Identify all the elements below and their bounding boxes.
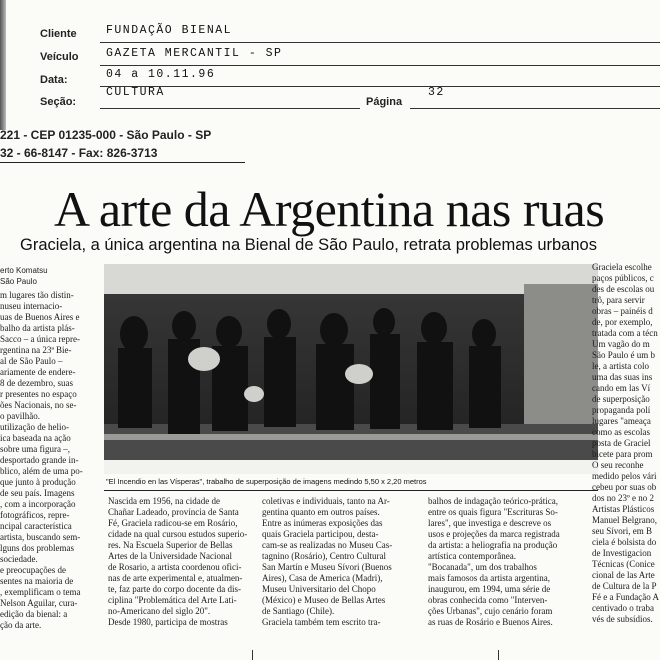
left-column-text: m lugares tão distin- nuseu internacio- uas de Buenos Aires e balho da artista plás- Sacco – a única repre- rgentina na 23ª Bie- al de São Paulo – ariamente de endere- 8 de dezembro, suas r presentes no espaço ões Nacionais, no se- o pavilhão. utilização de helio- ica baseada na ação sobre uma figura –, desportado grande in- blico, além de uma po- que junto à produção de seu país. Imagens , com a incorporação fotográficos, repre- ncipal característica artista, buscando sem- lguns dos problemas sociedade. e preocupações de sentes na maioria de , exemplificam o tema Nelson Aguilar, cura- edição da bienal: a ção da arte. [0, 290, 83, 630]
vehicle-value: GAZETA MERCANTIL - SP [106, 47, 283, 60]
client-line [100, 42, 660, 43]
right-column-text: Graciela escolhe paços públicos, c des de escolas ou trô, para servir obras – painéis d de, por exemplo, tratada com a técn Um vagão do m São Paulo é um b le, a artista colo uma das suas ins cando em las Ví de superposição propaganda polí lugares "ameaça como as escolas posta de Graciel bicete para prom O seu reconhe medido pelos vári cebeu por suas ob dos no 23º e no 2 Artistas Plásticos Manuel Belgrano, seu Sívori, em B ciela é bolsista do de Investigacion Técnicas (Conice cional de las Arte de Cultura de la P Fé e a Fundação A centivado o traba vés de subsídios. [592, 262, 659, 624]
date-label: Data: [40, 74, 68, 86]
address-rule [0, 162, 245, 163]
vehicle-label: Veículo [40, 51, 79, 63]
page-edge-shadow [0, 0, 6, 130]
body-column-2: coletivas e individuais, tanto na Ar- gentina quanto em outros países. Entre as inúmeras exposições das quais Graciela participou, desta- cam-se as realizadas no Museu Cas- tagnino (Rosário), Centro Cultural San Martín e Museu Sívori (Buenos Aires), Casa de America (Madri), Museu Universitario del Chopo (México) e Museo de Bellas Artes de Santiago (Chile). Graciela também tem escrito tra- [262, 496, 393, 627]
photo-image [104, 264, 598, 474]
fold-mark-2 [498, 650, 499, 660]
headline: A arte da Argentina nas ruas [54, 181, 605, 237]
date-line [100, 86, 660, 87]
byline-name: erto Komatsu [0, 266, 48, 275]
byline-place: São Paulo [0, 277, 37, 286]
page-value: 32 [428, 86, 445, 99]
section-value: CULTURA [106, 86, 165, 99]
date-value: 04 a 10.11.96 [106, 68, 216, 81]
page-label: Página [366, 96, 403, 108]
caption-rule [104, 490, 598, 491]
subhead: Graciela, a única argentina na Bienal de São Paulo, retrata problemas urbanos [20, 236, 597, 254]
address-line-2: 32 - 66-8147 - Fax: 826-3713 [0, 146, 158, 160]
body-column-3: balhos de indagação teórico-prática, entre os quais figura "Escrituras So- lares", que investiga e descreve os usos e projeções da marca registrada da artista: a heliografia na produção artística contemporânea. "Bocanada", um dos trabalhos mais famosos da artista argentina, inaugurou, em 1994, uma série de obras conhecida como "Interven- ções Urbanas", cujo cenário foram as ruas de Rosário e Buenos Aires. [428, 496, 560, 627]
vehicle-line [100, 65, 660, 66]
fold-mark-1 [252, 650, 253, 660]
body-column-1: Nascida em 1956, na cidade de Chañar Ladeado, província de Santa Fé, Graciela radicou-se em Rosário, cidade na qual cursou estudos superio- res. Na Escuela Superior de Bellas Artes de la Universidade Nacional de Rosario, a artista coordenou ofici- nas de arte experimental e, atualmen- te, faz parte do corpo docente da dis- ciplina "Problemática del Arte Lati- no-Americano del siglo 20". Desde 1980, participa de mostras [108, 496, 248, 627]
page-line [410, 108, 660, 109]
address-line-1: 221 - CEP 01235-000 - São Paulo - SP [0, 128, 212, 142]
section-line [100, 108, 360, 109]
client-label: Cliente [40, 28, 77, 40]
client-value: FUNDAÇÃO BIENAL [106, 24, 233, 37]
photo-caption: "El Incendio en las Vísperas", trabalho de superposição de imagens medindo 5,50 x 2,20 metros [106, 477, 427, 486]
section-label: Seção: [40, 96, 77, 108]
article-photo [104, 264, 598, 474]
